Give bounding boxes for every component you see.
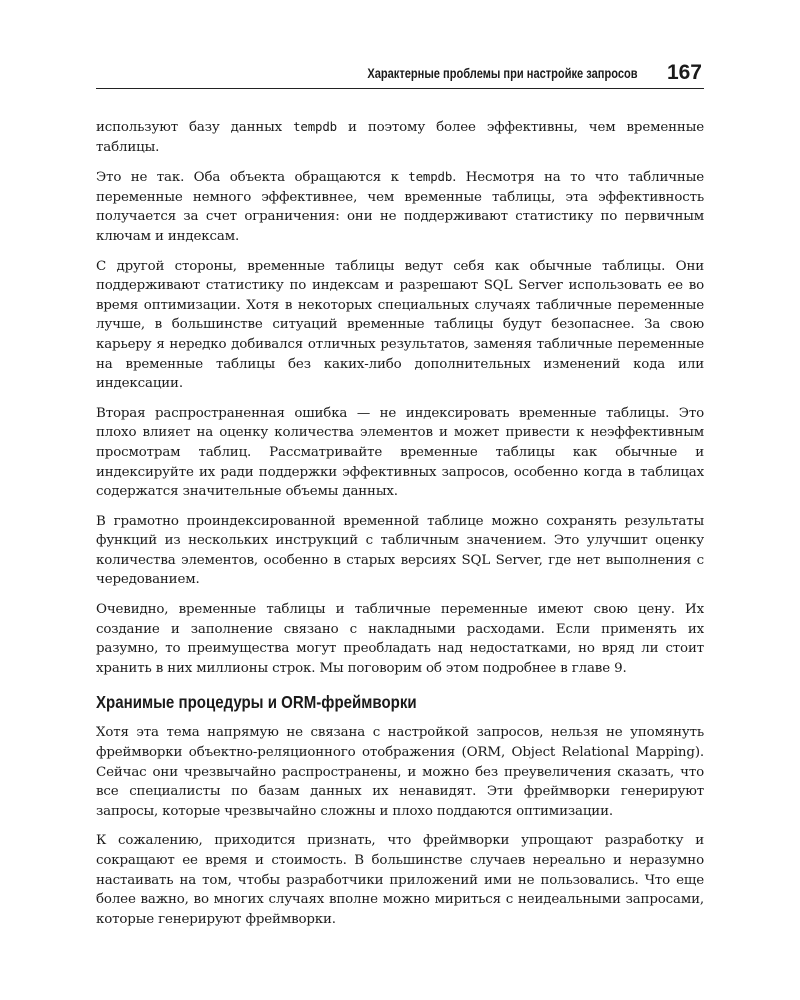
paragraph-2 xyxy=(96,167,704,246)
tempdb-code: tempdb xyxy=(293,119,337,134)
paragraph-3: С другой стороны, временные таблицы ведут себя как обычные таблицы. Они поддерживают статистику по индексам и разрешают SQL Server использовать ее во время оптимизации. Хотя в некоторых специальных случаях табличные переменные лучше, в большинстве ситуаций временные таблицы будут безопаснее. За свою карьеру я нередко добивался отличных результатов, заменяя табличные переменные на временные таблицы без каких-либо дополнительных изменений кода или индексации. xyxy=(96,258,704,392)
paragraph-1 xyxy=(96,117,704,157)
running-head xyxy=(96,60,704,89)
paragraph-1-text-b: и поэтому более эффективны, чем временные таблицы. xyxy=(96,120,704,155)
page-content xyxy=(96,117,704,939)
running-title: Характерные проблемы при настройке запросов xyxy=(367,66,638,81)
page-number: 167 xyxy=(666,61,702,84)
paragraph-1-text-a: используют базу данных xyxy=(96,120,294,135)
paragraph-5: В грамотно проиндексированной временной таблице можно сохранять результаты функций из нескольких инструкций с табличным значением. Это улучшит оценку количества элементов, особенно в старых версиях SQL Server, где нет выполнения с чередованием. xyxy=(96,513,704,588)
section-paragraph-2: К сожалению, приходится признать, что фреймворки упрощают разработку и сокращают ее время и стоимость. В большинстве случаев нереально и неразумно настаивать на том, чтобы разработчики приложений ими не пользовались. Что еще более важно, во многих случаях вполне можно мириться с неидеальными запросами, которые генерируют фреймворки. xyxy=(96,833,704,927)
paragraph-2-text-b: . Несмотря на то что табличные переменные немного эффективнее, чем временные таблицы, эта эффективность получается за счет ограничения: они не поддерживают статистику по первичным ключам и индексам. xyxy=(96,170,704,244)
paragraph-6: Очевидно, временные таблицы и табличные переменные имеют свою цену. Их создание и заполнение связано с накладными расходами. Если применять их разумно, то преимущества могут преобладать над недостатками, но вряд ли стоит хранить в них миллионы строк. Мы поговорим об этом подробнее в главе 9. xyxy=(96,602,704,676)
book-page xyxy=(96,0,704,1000)
section-paragraph-1: Хотя эта тема напрямую не связана с настройкой запросов, нельзя не упомянуть фреймворки объектно-реляционного отображения (ORM, Object Relational Mapping). Сейчас они чрезвычайно распространены, и можно без преувеличения сказать, что все специалисты по базам данных их ненавидят. Эти фреймворки генерируют запросы, которые чрезвычайно сложны и плохо поддаются оптимизации. xyxy=(96,725,704,819)
section-heading: Хранимые процедуры и ORM-фреймворки xyxy=(96,692,417,713)
paragraph-4: Вторая распространенная ошибка — не индексировать временные таблицы. Это плохо влияет на оценку количества элементов и может привести к неэффективным просмотрам таблиц. Рассматривайте временные таблицы как обычные и индексируйте их ради поддержки эффективных запросов, особенно когда в таблицах содержатся значительные объемы данных. xyxy=(96,405,704,500)
paragraph-2-text-a: Это не так. Оба объекта обращаются к xyxy=(96,170,409,186)
tempdb-code: tempdb xyxy=(408,169,453,185)
